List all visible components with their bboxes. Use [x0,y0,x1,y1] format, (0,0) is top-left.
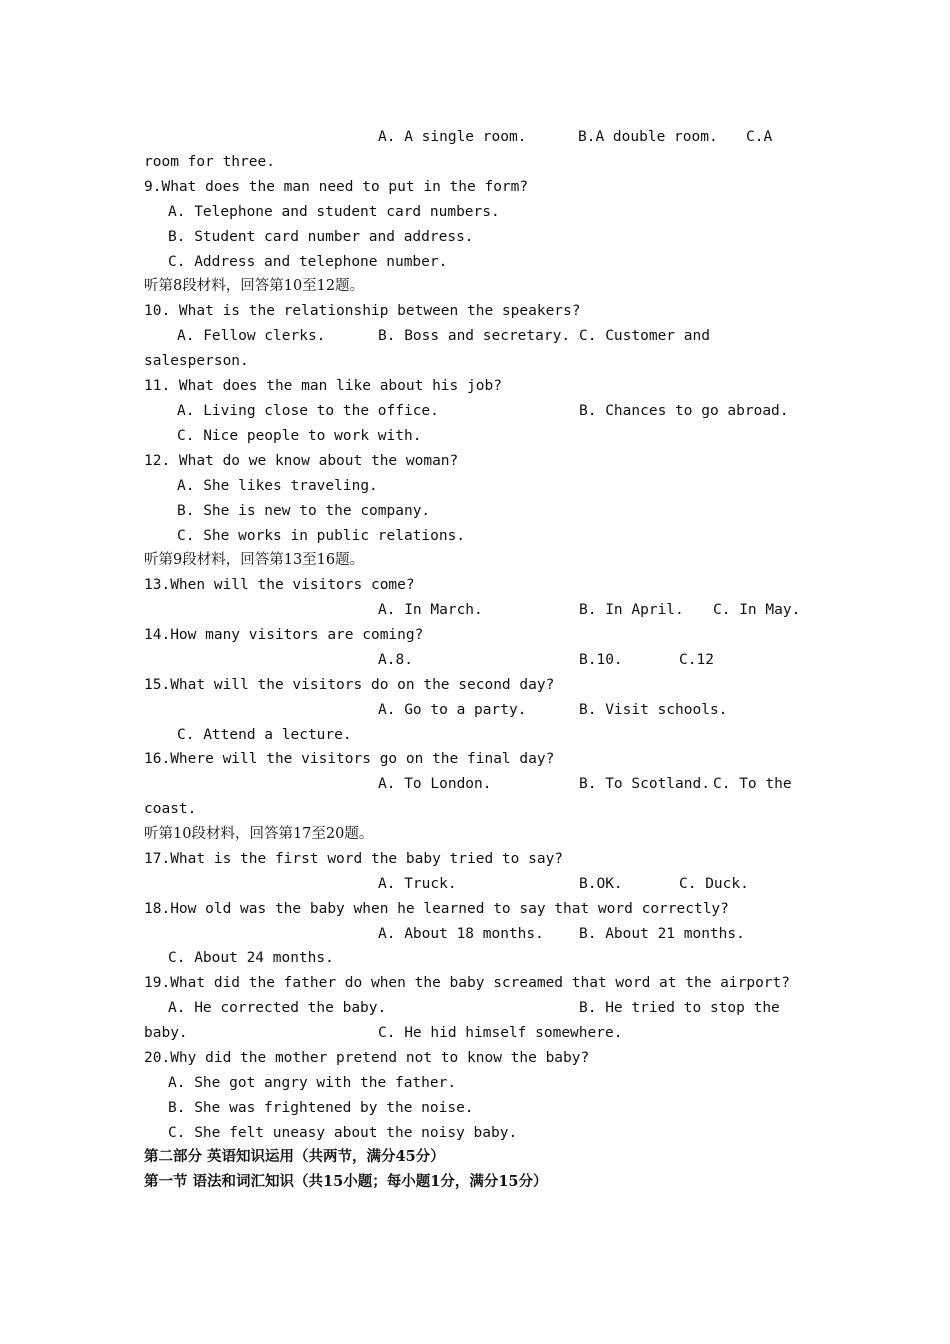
option-b: B. Chances to go abroad. [579,403,789,419]
question-text: 18.How old was the baby when he learned to say that word correctly? [144,901,729,917]
question-9 [0,176,950,198]
option-a: A. Telephone and student card numbers. [168,204,500,220]
answer-option-line [0,425,950,447]
option-b: B. He tried to stop the [579,1000,780,1016]
question-17 [0,848,950,870]
question-text: 11. What does the man like about his job? [144,378,502,394]
question-20 [0,1047,950,1069]
option-b: B. She is new to the company. [177,503,431,519]
option-c: C.A [746,129,773,145]
option-a: A. About 18 months. [378,926,544,942]
question-text: 13.When will the visitors come? [144,577,415,593]
question-12 [0,450,950,472]
answer-options-line [0,1022,950,1044]
question-19 [0,972,950,994]
question-16 [0,748,950,770]
question-14 [0,624,950,646]
question-text: 14.How many visitors are coming? [144,627,424,643]
answer-option-line [0,251,950,273]
answer-option-line [0,1122,950,1144]
line-text: salesperson. [144,353,249,369]
line-text: room for three. [144,154,275,170]
answer-options-line [0,599,950,621]
instruction-text: 听第8段材料，回答第10至12题。 [144,278,365,294]
option-c: C. Address and telephone number. [168,254,448,270]
question-text: 16.Where will the visitors go on the final day? [144,751,555,767]
option-a: A. To London. [378,776,492,792]
answer-options-line [0,773,950,795]
section-heading-text: 第一节 语法和词汇知识（共15小题；每小题1分，满分15分） [144,1173,548,1190]
option-c: C. About 24 months. [168,950,334,966]
option-a: A. A single room. [378,129,527,145]
answer-option-line [0,1097,950,1119]
instruction-text: 听第9段材料，回答第13至16题。 [144,552,365,568]
question-text: 17.What is the first word the baby tried to say? [144,851,564,867]
question-13 [0,574,950,596]
question-text: 15.What will the visitors do on the second day? [144,677,555,693]
option-a: A. Fellow clerks. [177,328,326,344]
answer-option-line [0,947,950,969]
question-text: 19.What did the father do when the baby screamed that word at the airport? [144,975,791,991]
answer-option-line [0,724,950,746]
section-instruction [0,275,950,297]
answer-options-line [0,325,950,347]
question-text: 9.What does the man need to put in the form? [144,179,529,195]
question-15 [0,674,950,696]
part-heading [0,1146,950,1168]
option-b: B. About 21 months. [579,926,745,942]
wrapped-text: baby. [144,1025,188,1041]
wrapped-text-line [0,350,950,372]
wrapped-text-line [0,798,950,820]
question-text: 12. What do we know about the woman? [144,453,459,469]
section-heading [0,1171,950,1193]
answer-option-line [0,500,950,522]
option-c: C. Duck. [679,876,749,892]
option-a: A. Living close to the office. [177,403,439,419]
option-b: B. Boss and secretary. [378,328,571,344]
answer-options-line [0,997,950,1019]
option-c: C. In May. [713,602,801,618]
answer-option-line [0,525,950,547]
option-c: C. Customer and [579,328,710,344]
answer-option-line [0,201,950,223]
answer-option-line [0,475,950,497]
option-b: B. To Scotland. [579,776,710,792]
answer-options-line [0,873,950,895]
answer-options-line [0,699,950,721]
answer-options-line [0,649,950,671]
answer-options-line [0,923,950,945]
option-a: A.8. [378,652,413,668]
option-b: B. Student card number and address. [168,229,474,245]
option-c: C. She felt uneasy about the noisy baby. [168,1125,518,1141]
option-a: A. She got angry with the father. [168,1075,457,1091]
wrapped-text-line [0,151,950,173]
question-text: 20.Why did the mother pretend not to know the baby? [144,1050,590,1066]
option-c: C.12 [679,652,714,668]
option-a: A. In March. [378,602,483,618]
option-b: B.OK. [579,876,623,892]
option-a: A. Go to a party. [378,702,527,718]
question-text: 10. What is the relationship between the speakers? [144,303,581,319]
question-11 [0,375,950,397]
answer-options-line [0,400,950,422]
option-b: B.10. [579,652,623,668]
option-b: B. She was frightened by the noise. [168,1100,474,1116]
answer-options-line [0,126,950,148]
option-c: C. He hid himself somewhere. [378,1025,623,1041]
section-instruction [0,549,950,571]
option-a: A. Truck. [378,876,457,892]
question-10 [0,300,950,322]
section-instruction [0,823,950,845]
option-c: C. Nice people to work with. [177,428,422,444]
option-a: A. She likes traveling. [177,478,378,494]
line-text: coast. [144,801,197,817]
option-c: C. She works in public relations. [177,528,466,544]
answer-option-line [0,226,950,248]
part-heading-text: 第二部分 英语知识运用（共两节，满分45分） [144,1148,445,1165]
option-a: A. He corrected the baby. [168,1000,387,1016]
option-b: B. In April. [579,602,684,618]
option-b: B.A double room. [578,129,718,145]
question-18 [0,898,950,920]
option-b: B. Visit schools. [579,702,728,718]
answer-option-line [0,1072,950,1094]
instruction-text: 听第10段材料，回答第17至20题。 [144,826,374,842]
option-c: C. Attend a lecture. [177,727,352,743]
option-c: C. To the [713,776,792,792]
